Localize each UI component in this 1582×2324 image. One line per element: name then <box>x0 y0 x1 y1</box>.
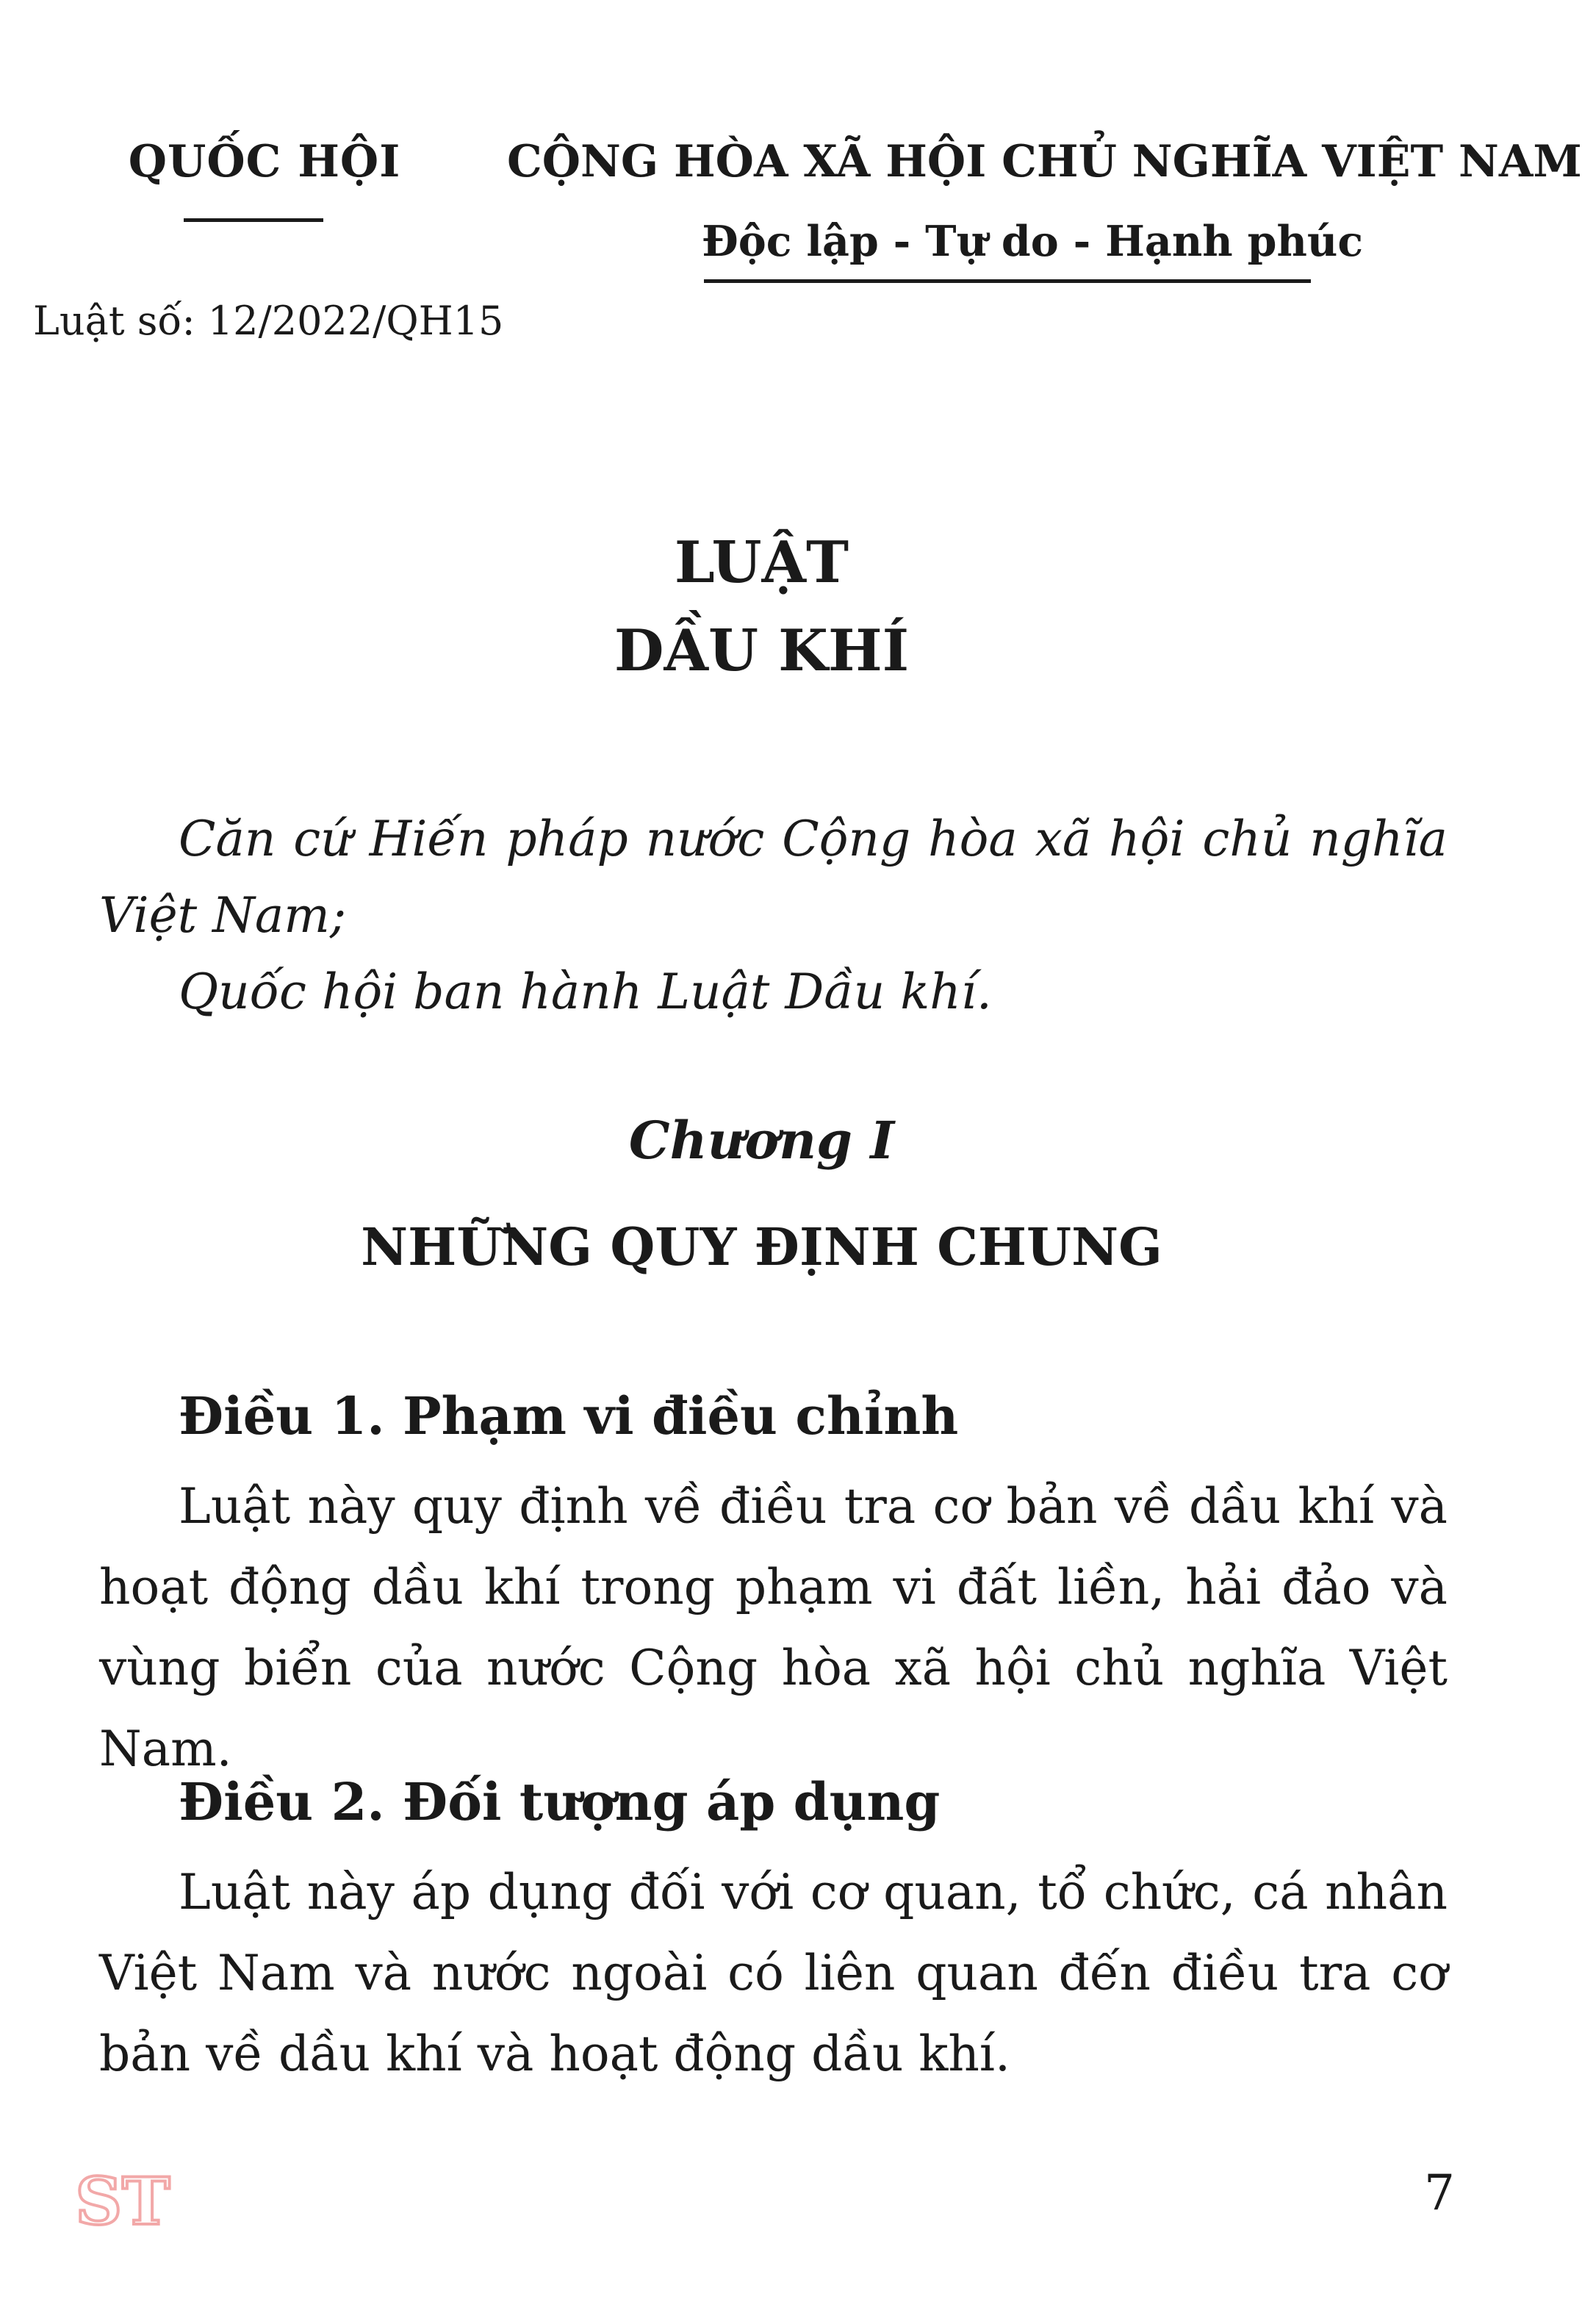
chapter-label: Chương I <box>628 1110 895 1171</box>
motto-underline <box>704 279 1311 283</box>
article-2-body <box>99 1852 1448 2095</box>
chapter-title: NHỮNG QUY ĐỊNH CHUNG <box>361 1216 1162 1277</box>
article-1-heading: Điều 1. Phạm vi điều chỉnh <box>179 1385 959 1446</box>
page-number: 7 <box>1424 2165 1455 2221</box>
document-type-title: LUẬT <box>674 529 849 596</box>
article-2-heading: Điều 2. Đối tượng áp dụng <box>179 1771 941 1832</box>
law-name-title: DẦU KHÍ <box>614 617 910 684</box>
law-number: Luật số: 12/2022/QH15 <box>33 298 504 344</box>
preamble <box>99 801 1448 1030</box>
article-1-text: Luật này quy định về điều tra cơ bản về dầu khí và hoạt động dầu khí trong phạm vi đất liền, hải đảo và vùng biển của nước Cộng hòa xã hội chủ nghĩa Việt Nam. <box>99 1478 1448 1777</box>
country-name: CỘNG HÒA XÃ HỘI CHỦ NGHĨA VIỆT NAM <box>507 136 1582 187</box>
publisher-logo-mark: ST <box>75 2163 170 2239</box>
article-1-body <box>99 1466 1448 1790</box>
national-motto: Độc lập - Tự do - Hạnh phúc <box>701 217 1364 266</box>
issuer-underline <box>184 218 323 222</box>
issuer-name: QUỐC HỘI <box>128 136 401 187</box>
preamble-enactment: Quốc hội ban hành Luật Dầu khí. <box>179 964 992 1020</box>
publisher-logo <box>75 2161 170 2242</box>
article-2-text: Luật này áp dụng đối với cơ quan, tổ chức, cá nhân Việt Nam và nước ngoài có liên quan đến điều tra cơ bản về dầu khí và hoạt động dầu khí. <box>99 1864 1448 2082</box>
preamble-basis: Căn cứ Hiến pháp nước Cộng hòa xã hội chủ nghĩa Việt Nam; <box>99 811 1448 944</box>
